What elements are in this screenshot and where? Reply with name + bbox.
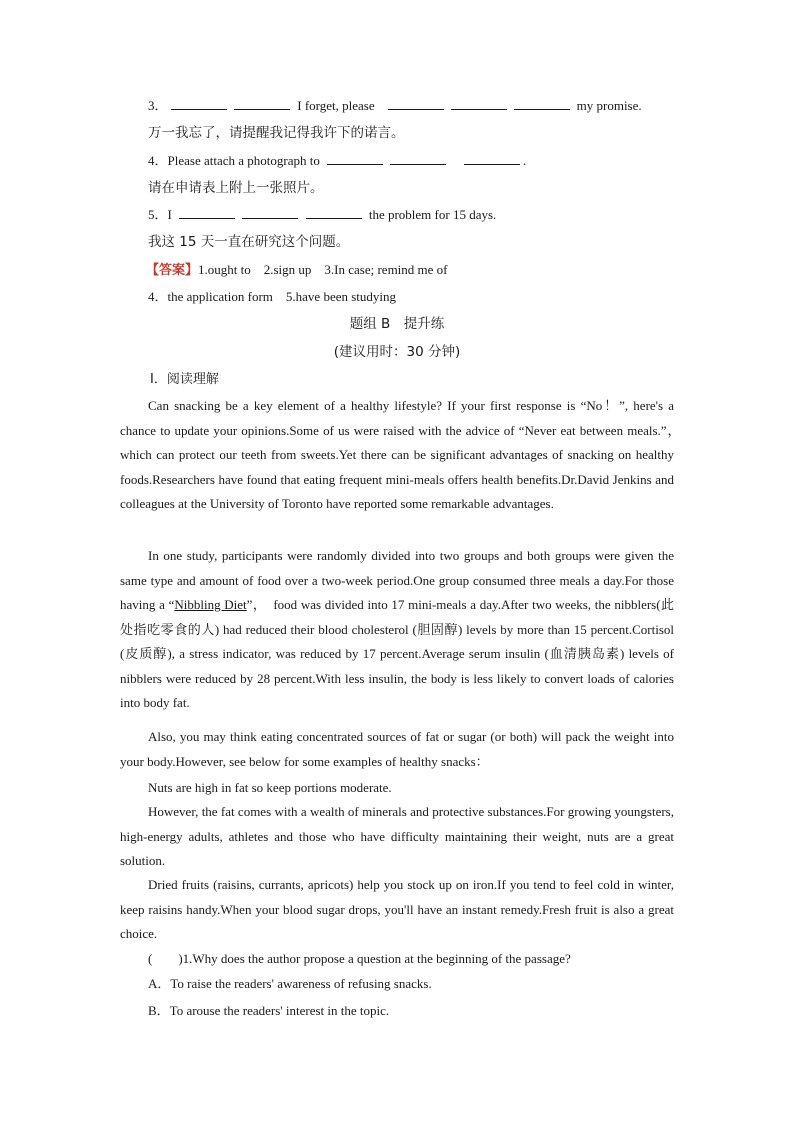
- blank[interactable]: [464, 152, 520, 165]
- exercise-4-end: .: [522, 153, 527, 168]
- option-b[interactable]: B．To arouse the readers' interest in the topic.: [148, 1003, 390, 1018]
- blank[interactable]: [451, 97, 507, 110]
- blank[interactable]: [242, 206, 298, 219]
- exercise-4: [148, 152, 526, 170]
- blank[interactable]: [327, 152, 383, 165]
- passage-paragraph-1: Can snacking be a key element of a healthy lifestyle? If your first response is “No！”, here's a chance to update your opinions.Some of us were raised with the advice of “Never eat between meals.”， which can protect our teeth from sweets.Yet there can be significant advantages of snacking on healthy foods.Researchers have found that eating frequent mini-meals offers health benefits.Dr.David Jenkins and colleagues at the University of Toronto have reported some remarkable advantages.: [120, 398, 688, 511]
- exercise-5-end: the problem for 15 days.: [368, 207, 497, 222]
- section-subtitle: (建议用时：30 分钟): [333, 344, 461, 360]
- exercise-3-end: my promise.: [576, 98, 642, 113]
- passage-paragraph-6: Dried fruits (raisins, currants, apricots) help you stock up on iron.If you tend to feel cold in winter, keep raisins handy.When your blood sugar drops, you'll have an instant remedy.Fresh fruit is also a great choice.: [120, 877, 674, 941]
- blank[interactable]: [234, 97, 290, 110]
- exercise-3-translation: 万一我忘了，请提醒我记得我许下的诺言。: [148, 125, 405, 141]
- exercise-4-translation: 请在申请表上附上一张照片。: [148, 180, 324, 196]
- exercise-3-text: I forget, please: [297, 98, 375, 113]
- exercise-5-translation: 我这 15 天一直在研究这个问题。: [148, 234, 350, 250]
- exercise-5-text: 5．I: [148, 207, 172, 222]
- exercise-4-text: 4．Please attach a photograph to: [148, 153, 320, 168]
- exercise-3-number: 3．: [148, 98, 168, 113]
- blank[interactable]: [390, 152, 446, 165]
- blank[interactable]: [179, 206, 235, 219]
- blank[interactable]: [514, 97, 570, 110]
- blank[interactable]: [171, 97, 227, 110]
- blank[interactable]: [306, 206, 362, 219]
- part-heading: Ⅰ．阅读理解: [150, 372, 219, 387]
- answer-line-2: 4．the application form 5.have been studying: [148, 289, 397, 304]
- answer-text-1: 1.ought to 2.sign up 3.In case; remind me of: [198, 262, 448, 277]
- answer-line-1: [146, 261, 448, 280]
- paragraph-2-part-b: ”， food was divided into 17 mini-meals a day.After two weeks, the nibblers(此处指吃零食的人) had reduced their blood cholesterol (胆固醇) levels by more than 15 percent.Cortisol (皮质醇), a stress indicator, was reduced by 17 percent.Average serum insulin (血清胰岛素) levels of nibblers were reduced by 28 percent.With less insulin, the body is less likely to convert loads of calories into body fat.: [120, 597, 675, 710]
- passage-paragraph-2: [120, 544, 674, 716]
- option-a[interactable]: A．To raise the readers' awareness of refusing snacks.: [148, 976, 432, 991]
- underlined-term: Nibbling Diet: [174, 597, 247, 612]
- passage-paragraph-5: However, the fat comes with a wealth of minerals and protective substances.For growing youngsters, high-energy adults, athletes and those who have difficulty maintaining their weight, nuts are a great solution.: [120, 804, 674, 868]
- question-stem: ( )1.Why does the author propose a question at the beginning of the passage?: [148, 951, 571, 966]
- passage-paragraph-3: Also, you may think eating concentrated sources of fat or sugar (or both) will pack the weight into your body.However, see below for some examples of healthy snacks：: [120, 729, 674, 769]
- section-title: 题组 B 提升练: [349, 316, 445, 332]
- blank[interactable]: [388, 97, 444, 110]
- exercise-3: [148, 97, 642, 115]
- passage-paragraph-4: Nuts are high in fat so keep portions moderate.: [148, 780, 392, 795]
- answer-tag: 【答案】: [146, 263, 199, 278]
- exercise-5: [148, 206, 496, 224]
- paragraph-2-part-a: In one study, participants were randomly divided into two groups and both groups were given the same type and amount of food over a two-week period.One group consumed three meals a day.For those having a “: [120, 548, 674, 612]
